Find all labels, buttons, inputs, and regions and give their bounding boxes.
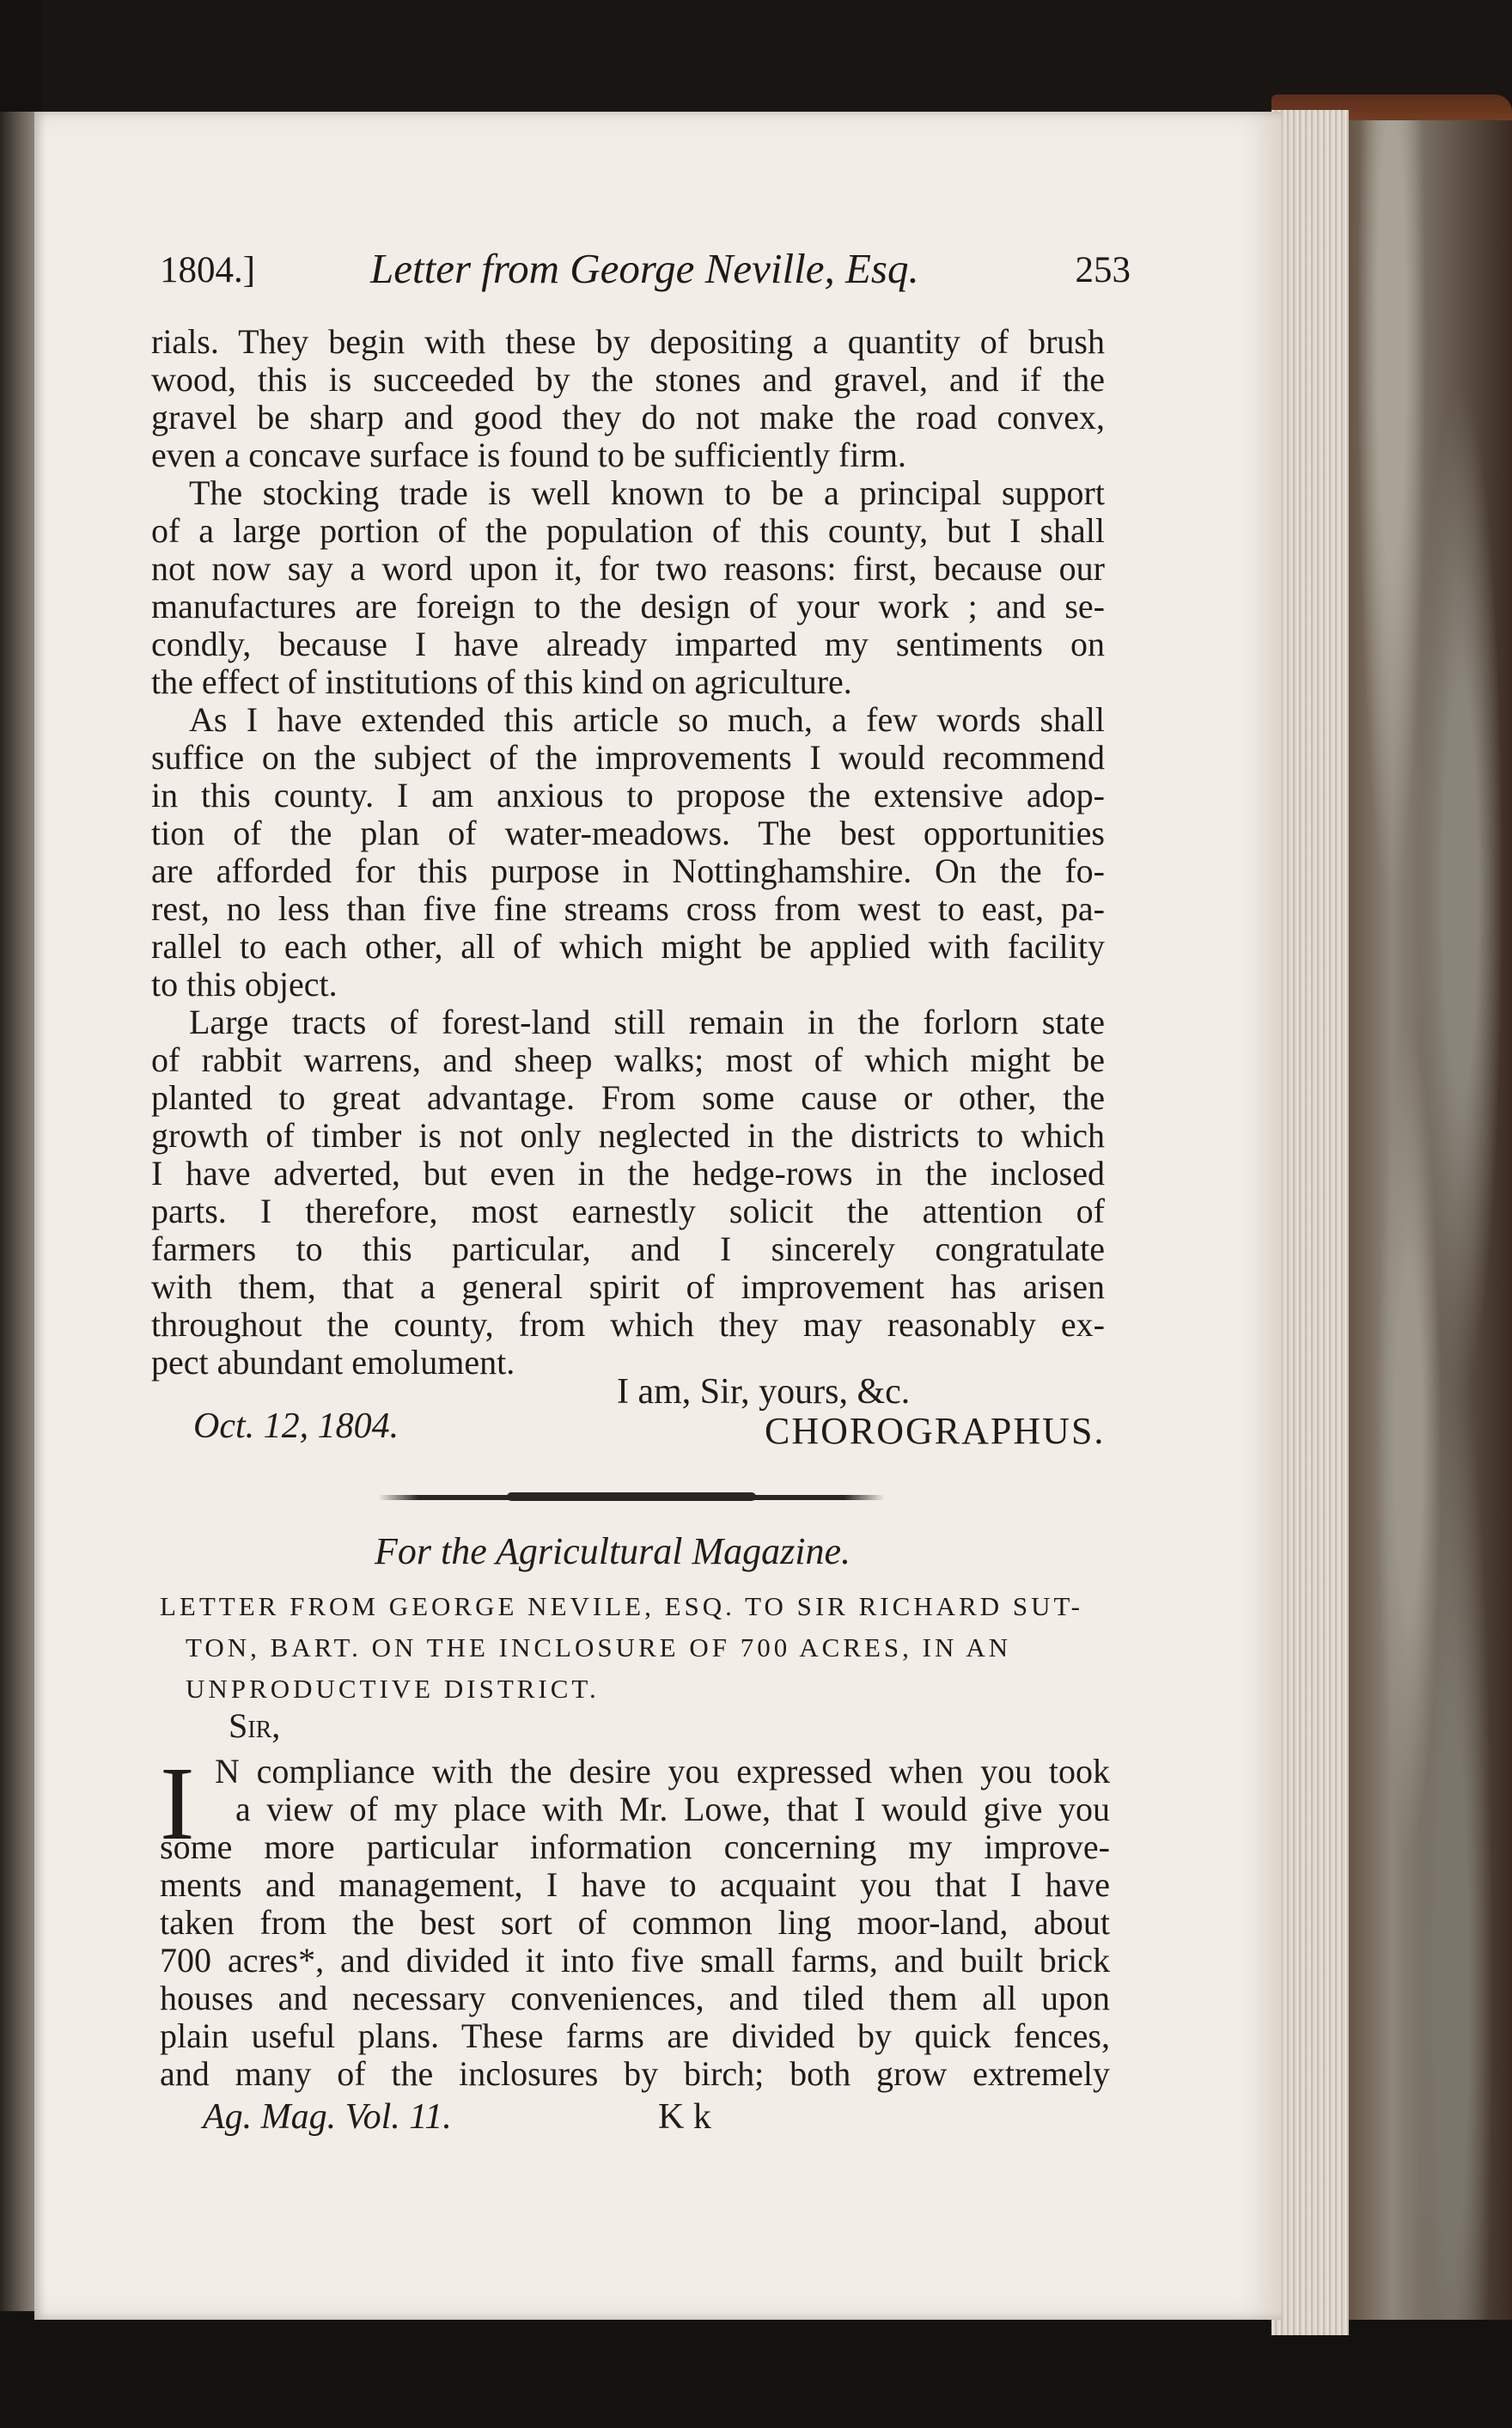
text-line: N compliance with the desire you expressed when you took — [215, 1752, 1110, 1790]
text-line: houses and necessary conveniences, and tiled them all upon — [160, 1979, 1110, 2017]
text-line: not now say a word upon it, for two reasons: first, because our — [151, 549, 1105, 588]
letter-title-line: LETTER FROM GEORGE NEVILE, ESQ. TO SIR RICHARD SUT- — [160, 1591, 1083, 1621]
text-line: planted to great advantage. From some cause or other, the — [151, 1078, 1105, 1117]
letter-closing: I am, Sir, yours, &c. — [617, 1372, 911, 1412]
paragraph — [151, 1004, 1105, 1382]
text-line: taken from the best sort of common ling moor-land, about — [160, 1903, 1110, 1942]
text-line: ments and management, I have to acquaint you that I have — [160, 1865, 1110, 1904]
text-line: pect abundant emolument. — [151, 1343, 515, 1382]
signature-mark: Ag. Mag. Vol. 11. — [203, 2097, 452, 2137]
text-line: manufactures are foreign to the design of your work ; and se- — [151, 587, 1105, 625]
page-number: 253 — [1075, 250, 1131, 290]
letter-title — [160, 1586, 1109, 1710]
letter-title-line: UNPRODUCTIVE DISTRICT. — [186, 1674, 600, 1704]
letter-date: Oct. 12, 1804. — [193, 1406, 399, 1446]
text-line: rials. They begin with these by depositing a quantity of brush — [151, 322, 1105, 361]
text-line: As I have extended this article so much, a few words shall — [189, 700, 1105, 739]
paragraph — [151, 701, 1105, 1004]
opening-lines — [215, 1753, 1110, 1828]
text-line: some more particular information concerning my improve- — [160, 1827, 1110, 1866]
running-head — [160, 245, 1131, 309]
text-line: Large tracts of forest-land still remain in the forlorn state — [189, 1003, 1105, 1041]
running-head-title: Letter from George Neville, Esq. — [370, 245, 919, 292]
text-line: wood, this is succeeded by the stones and gravel, and if the — [151, 360, 1105, 399]
second-article-text — [160, 1828, 1110, 2093]
text-line: in this county. I am anxious to propose the extensive adop- — [151, 776, 1105, 814]
paragraph — [151, 474, 1105, 701]
text-line: suffice on the subject of the improvements I would recommend — [151, 738, 1105, 777]
text-line: plain useful plans. These farms are divided by quick fences, — [160, 2016, 1110, 2055]
text-line: condly, because I have already imparted my sentiments on — [151, 625, 1105, 663]
page-block-edge — [1271, 110, 1349, 2335]
drop-cap: I — [160, 1746, 195, 1862]
text-line: a view of my place with Mr. Lowe, that I would give you — [235, 1790, 1110, 1828]
text-line: I have adverted, but even in the hedge-rows in the inclosed — [151, 1154, 1105, 1193]
letter-title-line: TON, BART. ON THE INCLOSURE OF 700 ACRES, IN AN — [186, 1632, 1012, 1662]
first-article-text — [151, 323, 1105, 1382]
running-head-year: 1804.] — [160, 250, 256, 290]
text-line: of rabbit warrens, and sheep walks; most of which might be — [151, 1040, 1105, 1079]
gathering-mark: K k — [658, 2097, 711, 2137]
text-line: farmers to this particular, and I sincerely congratulate — [151, 1229, 1105, 1268]
text-line: with them, that a general spirit of improvement has arisen — [151, 1267, 1105, 1306]
text-line: and many of the inclosures by birch; both grow extremely — [160, 2054, 1110, 2093]
magazine-heading: For the Agricultural Magazine. — [375, 1530, 851, 1572]
text-line: the effect of institutions of this kind on agriculture. — [151, 662, 852, 701]
text-line: The stocking trade is well known to be a principal support — [189, 473, 1105, 512]
page-footer — [203, 2096, 804, 2148]
text-line: to this object. — [151, 965, 338, 1004]
letter-signature: CHOROGRAPHUS. — [765, 1410, 1106, 1452]
text-line: are afforded for this purpose in Nottinghamshire. On the fo- — [151, 851, 1105, 890]
marbled-fore-edge — [1340, 120, 1512, 2320]
paragraph — [151, 323, 1105, 474]
text-line: rest, no less than five fine streams cross from west to east, pa- — [151, 889, 1105, 928]
text-line: tion of the plan of water-meadows. The best opportunities — [151, 814, 1105, 852]
text-line: gravel be sharp and good they do not make the road convex, — [151, 398, 1105, 436]
text-line: rallel to each other, all of which might be applied with facility — [151, 927, 1105, 966]
text-line: even a concave surface is found to be sufficiently firm. — [151, 436, 906, 474]
text-line: of a large portion of the population of this county, but I shall — [151, 511, 1105, 550]
text-line: 700 acres*, and divided it into five small farms, and built brick — [160, 1941, 1110, 1980]
text-line: throughout the county, from which they may reasonably ex- — [151, 1305, 1105, 1344]
salutation: Sir, — [229, 1706, 281, 1745]
text-line: growth of timber is not only neglected in the districts to which — [151, 1116, 1105, 1155]
text-line: parts. I therefore, most earnestly solicit the attention of — [151, 1192, 1105, 1230]
section-divider-center — [507, 1492, 756, 1501]
